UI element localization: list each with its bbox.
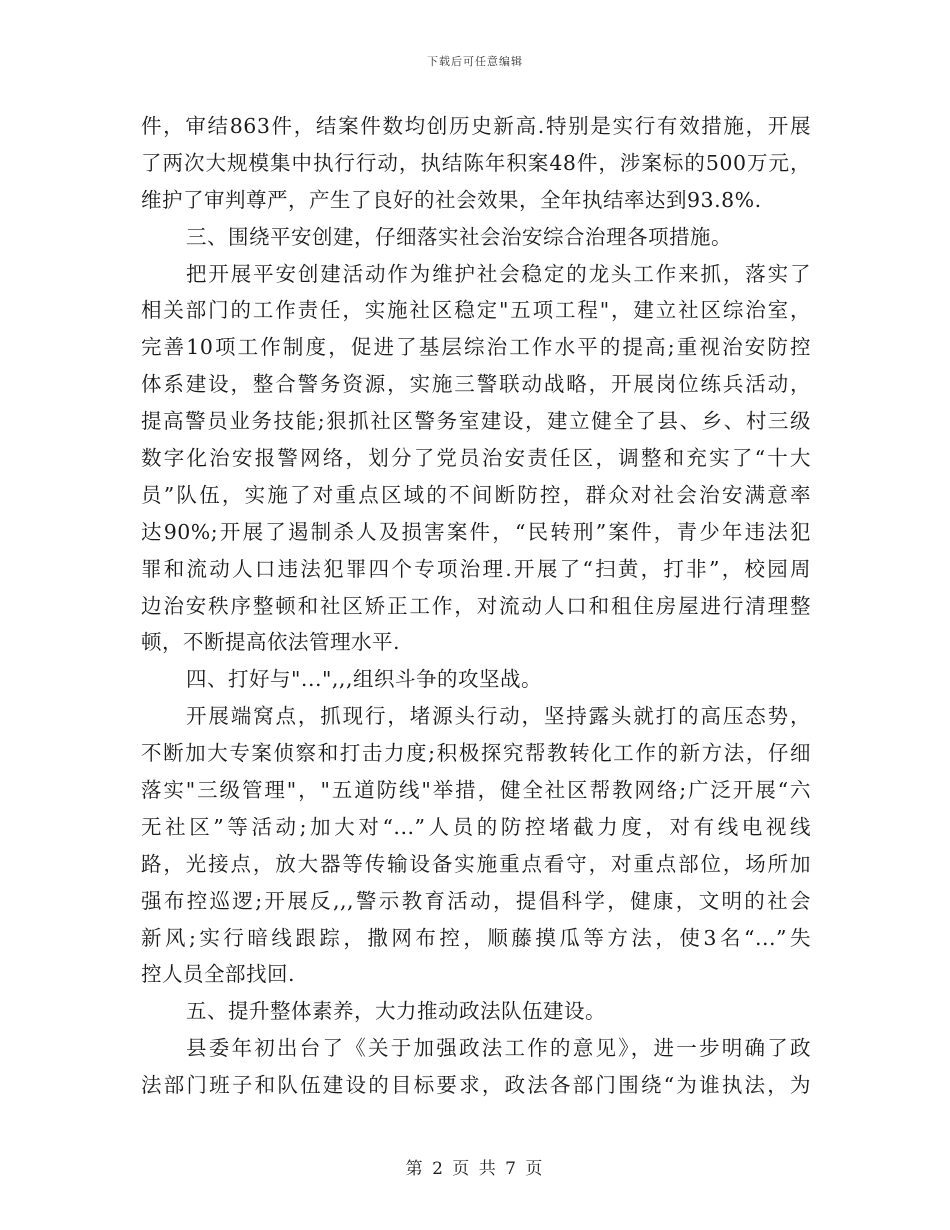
text-line: 开展端窝点，抓现行，堵源头行动，坚持露头就打的高压态势， [186,704,811,729]
text-line: 五、提升整体素养，大力推动政法队伍建设。 [186,999,606,1024]
text-line: 不断加大专案侦察和打击力度;积极探究帮教转化工作的新方法，仔细 [141,741,811,766]
text-line: 边治安秩序整顿和社区矫正工作，对流动人口和租住房屋进行清理整 [141,593,811,618]
text-line: 三、围绕平安创建，仔细落实社会治安综合治理各项措施。 [186,224,732,249]
text-line: 数字化治安报警网络，划分了党员治安责任区，调整和充实了“十大 [141,446,811,471]
text-line: 罪和流动人口违法犯罪四个专项治理.开展了“扫黄，打非”，校园周 [141,556,811,581]
text-line: 路，光接点，放大器等传输设备实施重点看守，对重点部位，场所加 [141,851,811,876]
text-line: 法部门班子和队伍建设的目标要求，政法各部门围绕“为谁执法，为 [141,1073,811,1098]
text-line: 了两次大规模集中执行行动，执结陈年积案48件，涉案标的500万元， [141,150,811,175]
text-line: 四、打好与"...",,,组织斗争的攻坚战。 [186,667,542,692]
document-body [141,108,811,1104]
page-header: 下载后可任意编辑 [427,55,523,68]
text-line: 达90%;开展了遏制杀人及损害案件，“民转刑”案件，青少年违法犯 [141,519,811,544]
text-line: 件，审结863件，结案件数均创历史新高.特别是实行有效措施，开展 [141,114,811,138]
text-line: 完善10项工作制度，促进了基层综治工作水平的提高;重视治安防控 [141,335,811,360]
text-line: 提高警员业务技能;狠抓社区警务室建设，建立健全了县、乡、村三级 [141,409,811,434]
text-line: 落实"三级管理"，"五道防线"举措，健全社区帮教网络;广泛开展“六 [141,778,811,803]
text-line: 把开展平安创建活动作为维护社会稳定的龙头工作来抓，落实了 [186,261,811,286]
page-number-footer: 第 2 页 共 7 页 [405,1159,545,1179]
text-line: 控人员全部找回. [141,962,296,987]
text-line: 顿，不断提高依法管理水平. [141,630,401,655]
text-line: 员”队伍，实施了对重点区域的不间断防控，群众对社会治安满意率 [141,482,811,507]
text-line: 县委年初出台了《关于加强政法工作的意见》，进一步明确了政 [186,1036,811,1061]
text-line: 新风;实行暗线跟踪，撒网布控，顺藤摸瓜等方法，使3名“...”失 [141,925,811,950]
text-line: 相关部门的工作责任，实施社区稳定"五项工程"，建立社区综治室， [141,298,811,323]
text-line: 无社区”等活动;加大对“...”人员的防控堵截力度，对有线电视线 [141,814,811,839]
text-line: 维护了审判尊严，产生了良好的社会效果，全年执结率达到93.8%. [141,187,762,212]
text-line: 体系建设，整合警务资源，实施三警联动战略，开展岗位练兵活动， [141,372,811,397]
text-line: 强布控巡逻;开展反,,,警示教育活动，提倡科学，健康，文明的社会 [141,888,811,913]
